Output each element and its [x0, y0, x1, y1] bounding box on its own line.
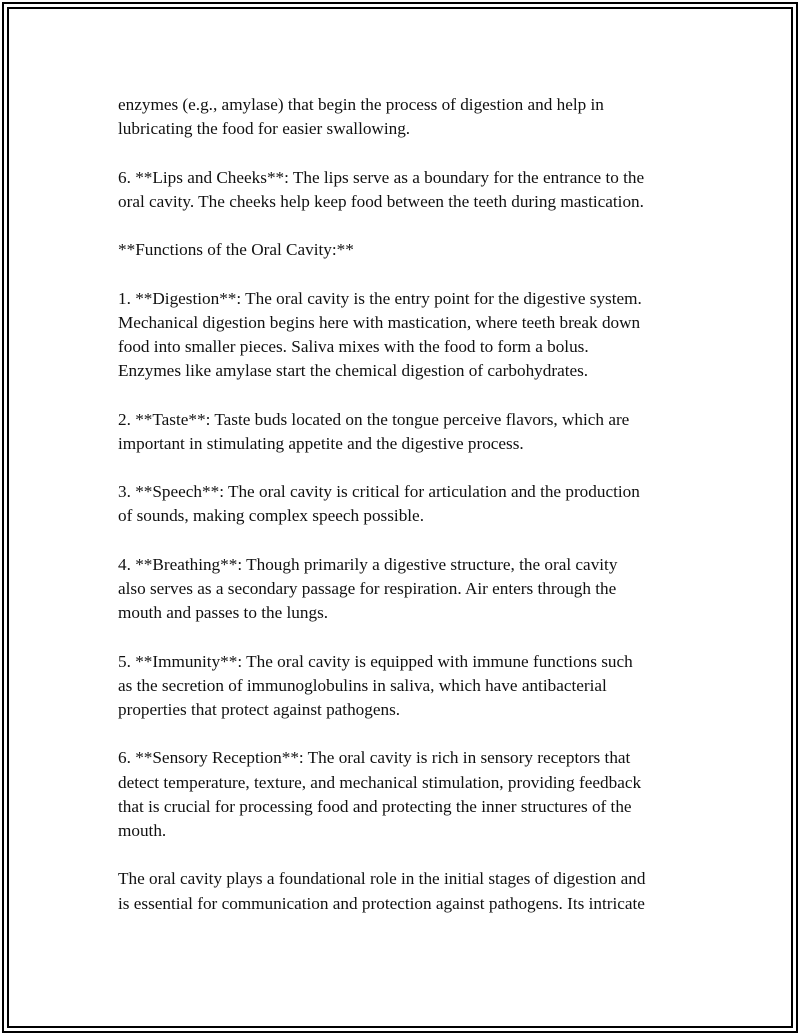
text-line: 1. **Digestion**: The oral cavity is the entry point for the digestive system.: [118, 288, 642, 308]
text-line: 5. **Immunity**: The oral cavity is equipped with immune functions such: [118, 651, 633, 671]
text-line: detect temperature, texture, and mechanical stimulation, providing feedback: [118, 772, 642, 792]
paragraph-breathing: [118, 553, 688, 626]
text-line: 3. **Speech**: The oral cavity is critical for articulation and the production: [118, 482, 640, 502]
text-line: Mechanical digestion begins here with mastication, where teeth break down: [118, 312, 641, 332]
text-line: 6. **Lips and Cheeks**: The lips serve as a boundary for the entrance to the: [118, 167, 645, 187]
text-line: **Functions of the Oral Cavity:**: [118, 240, 354, 260]
text-line: lubricating the food for easier swallowing.: [118, 119, 411, 139]
text-line: 4. **Breathing**: Though primarily a digestive structure, the oral cavity: [118, 554, 618, 574]
text-line: is essential for communication and protection against pathogens. Its intricate: [118, 893, 645, 913]
text-line: important in stimulating appetite and the digestive process.: [118, 433, 524, 453]
paragraph-speech: [118, 480, 688, 528]
text-line: also serves as a secondary passage for respiration. Air enters through the: [118, 578, 617, 598]
text-line: that is crucial for processing food and protecting the inner structures of the: [118, 796, 632, 816]
text-line: mouth.: [118, 820, 167, 840]
text-line: as the secretion of immunoglobulins in saliva, which have antibacterial: [118, 675, 607, 695]
text-line: 2. **Taste**: Taste buds located on the tongue perceive flavors, which are: [118, 409, 630, 429]
document-body: [118, 93, 688, 940]
section-heading-functions: [118, 238, 688, 262]
text-line: mouth and passes to the lungs.: [118, 603, 329, 623]
paragraph-sensory-reception: [118, 746, 688, 843]
text-line: oral cavity. The cheeks help keep food between the teeth during mastication.: [118, 191, 644, 211]
paragraph-taste: [118, 408, 688, 456]
text-line: The oral cavity plays a foundational role in the initial stages of digestion and: [118, 869, 646, 889]
paragraph-lips-and-cheeks: [118, 166, 688, 214]
paragraph-enzymes-continuation: [118, 93, 688, 141]
text-line: properties that protect against pathogens.: [118, 699, 401, 719]
text-line: enzymes (e.g., amylase) that begin the process of digestion and help in: [118, 95, 604, 114]
paragraph-digestion: [118, 287, 688, 384]
paragraph-conclusion: [118, 867, 688, 915]
paragraph-immunity: [118, 650, 688, 723]
text-line: 6. **Sensory Reception**: The oral cavity is rich in sensory receptors that: [118, 748, 631, 768]
text-line: food into smaller pieces. Saliva mixes with the food to form a bolus.: [118, 336, 589, 356]
text-line: of sounds, making complex speech possible.: [118, 506, 424, 526]
text-line: Enzymes like amylase start the chemical digestion of carbohydrates.: [118, 361, 589, 381]
